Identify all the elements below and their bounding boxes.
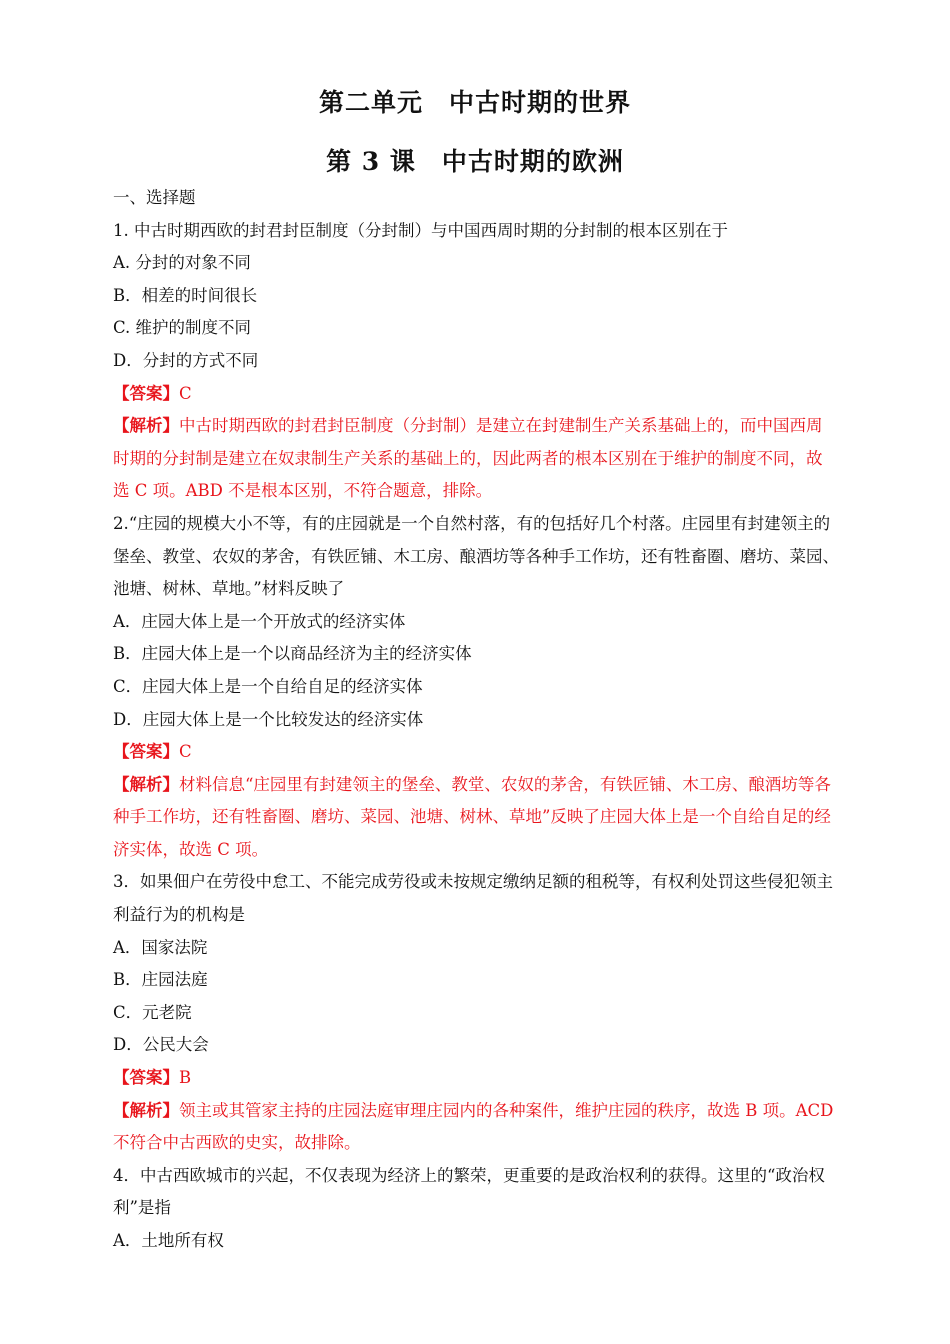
analysis-tag: 【解析】 [113, 774, 179, 794]
answer-value: B [179, 1068, 192, 1088]
option-b: B．庄园法庭 [113, 970, 208, 990]
answer-line [113, 378, 843, 411]
analysis-line: 种手工作坊，还有牲畜圈、磨坊、菜园、池塘、树林、草地”反映了庄园大体上是一个自给自足的经 [113, 807, 831, 827]
analysis-line [113, 769, 843, 802]
option-c: C．庄园大体上是一个自给自足的经济实体 [113, 676, 423, 696]
question-stem: 2.“庄园的规模大小不等，有的庄园就是一个自然村落，有的包括好几个村落。庄园里有封建领主的 [113, 513, 831, 533]
answer-tag: 【答案】 [113, 383, 179, 403]
option-a: A．庄园大体上是一个开放式的经济实体 [113, 611, 406, 631]
answer-tag: 【答案】 [113, 742, 179, 762]
option-d: D．庄园大体上是一个比较发达的经济实体 [113, 709, 424, 729]
question-1 [113, 215, 843, 508]
option-d: D．分封的方式不同 [113, 350, 259, 370]
answer-value: C [179, 742, 192, 762]
option-c: C. 维护的制度不同 [113, 318, 252, 338]
question-2 [113, 508, 843, 867]
analysis-line: 不符合中古西欧的史实，故排除。 [113, 1133, 361, 1153]
analysis-line: 选 C 项。ABD 不是根本区别，不符合题意，排除。 [113, 481, 493, 501]
answer-line [113, 1062, 843, 1095]
question-stem: 池塘、树林、草地。”材料反映了 [113, 579, 345, 599]
document-body [113, 182, 843, 1258]
question-stem: 堡垒、教堂、农奴的茅舍，有铁匠铺、木工房、酿酒坊等各种手工作坊，还有牲畜圈、磨坊、菜园、 [113, 546, 839, 566]
question-stem: 利”是指 [113, 1198, 171, 1218]
question-4 [113, 1160, 843, 1258]
option-a: A. 分封的对象不同 [113, 253, 251, 273]
question-3 [113, 866, 843, 1159]
option-b: B．相差的时间很长 [113, 285, 258, 305]
question-stem: 1. 中古时期西欧的封君封臣制度（分封制）与中国西周时期的分封制的根本区别在于 [113, 220, 728, 240]
option-a: A．国家法院 [113, 937, 208, 957]
option-b: B．庄园大体上是一个以商品经济为主的经济实体 [113, 644, 472, 664]
analysis-line [113, 1095, 843, 1128]
analysis-line: 时期的分封制是建立在奴隶制生产关系的基础上的，因此两者的根本区别在于维护的制度不同，故 [113, 448, 823, 468]
analysis-tag: 【解析】 [113, 1100, 179, 1120]
unit-title: 第二单元 中古时期的世界 [318, 88, 631, 117]
question-stem: 利益行为的机构是 [113, 905, 245, 925]
answer-tag: 【答案】 [113, 1068, 179, 1088]
analysis-text: 领主或其管家主持的庄园法庭审理庄园内的各种案件，维护庄园的秩序，故选 B 项。ACD [179, 1100, 834, 1120]
analysis-line [113, 410, 843, 443]
lesson-title: 第 3 课 中古时期的欧洲 [326, 147, 624, 176]
question-stem: 3．如果佃户在劳役中怠工、不能完成劳役或未按规定缴纳足额的租税等，有权利处罚这些侵犯领主 [113, 872, 833, 892]
option-d: D．公民大会 [113, 1035, 209, 1055]
analysis-text: 材料信息“庄园里有封建领主的堡垒、教堂、农奴的茅舍，有铁匠铺、木工房、酿酒坊等各 [179, 774, 831, 794]
section-heading: 一、选择题 [113, 188, 196, 207]
option-a: A．土地所有权 [113, 1231, 224, 1250]
analysis-line: 济实体，故选 C 项。 [113, 839, 269, 859]
answer-value: C [179, 383, 192, 403]
question-stem: 4．中古西欧城市的兴起，不仅表现为经济上的繁荣，更重要的是政治权利的获得。这里的“政治权 [113, 1165, 825, 1185]
answer-line [113, 736, 843, 769]
option-c: C．元老院 [113, 1002, 192, 1022]
analysis-text: 中古时期西欧的封君封臣制度（分封制）是建立在封建制生产关系基础上的，而中国西周 [179, 416, 823, 436]
analysis-tag: 【解析】 [113, 416, 179, 436]
